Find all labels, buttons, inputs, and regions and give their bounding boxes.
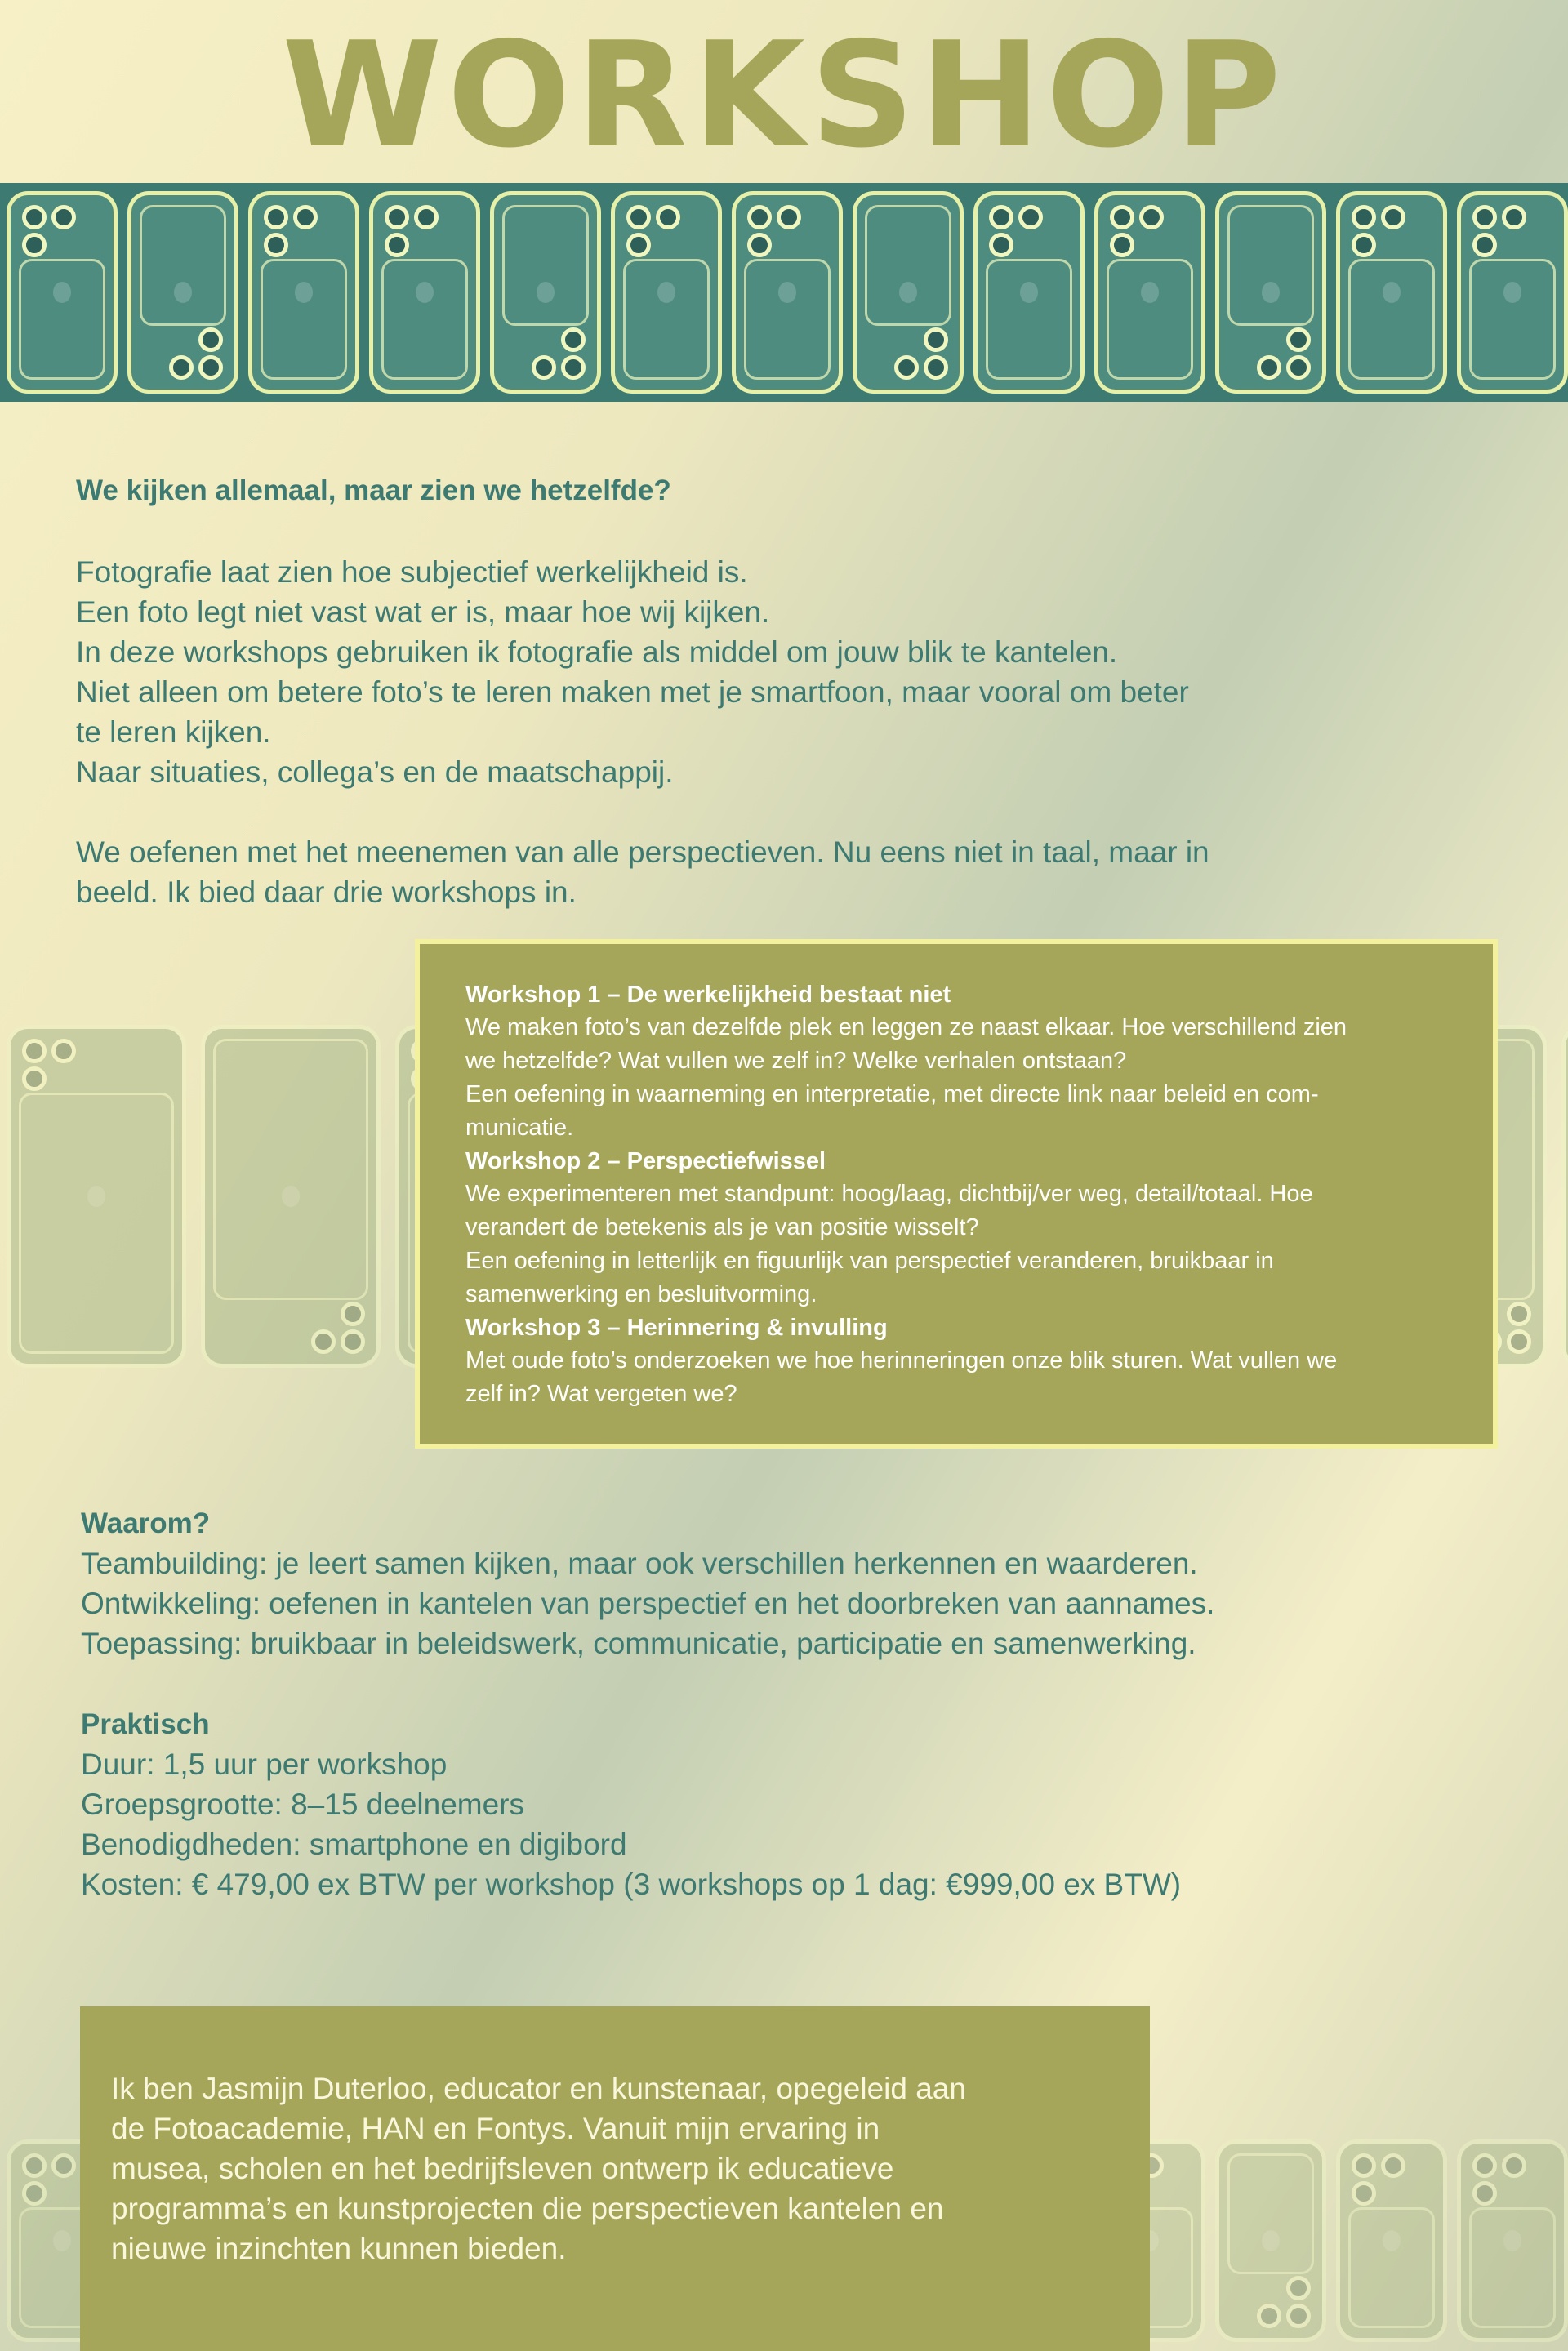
workshop-line: We maken foto’s van dezelfde plek en leggen ze naast elkaar. Hoe verschillend zien	[466, 1014, 1348, 1040]
camera-lens-icon	[1286, 2304, 1311, 2328]
camera-lens-icon	[1502, 205, 1526, 229]
camera-lens-icon	[264, 205, 288, 229]
practical-line: Duur: 1,5 uur per workshop	[81, 1748, 448, 1781]
intro-line: Een foto legt niet vast wat er is, maar hoe wij kijken.	[76, 595, 770, 629]
workshop-3	[466, 1311, 1452, 1411]
camera-lens-icon	[989, 233, 1013, 257]
why-section	[81, 1504, 1469, 1663]
camera-lens-icon	[51, 2153, 76, 2178]
camera-lens-icon	[1110, 233, 1134, 257]
practical-line: Kosten: € 479,00 ex BTW per workshop (3 workshops op 1 dag: €999,00 ex BTW)	[81, 1868, 1182, 1901]
apple-logo-icon	[416, 282, 434, 303]
camera-lens-icon	[532, 355, 556, 380]
intro-paragraph	[76, 552, 1383, 792]
camera-lens-icon	[561, 355, 586, 380]
apple-logo-icon	[1262, 2230, 1280, 2251]
why-line: Toepassing: bruikbaar in beleidswerk, communicatie, participatie en samenwerking.	[81, 1627, 1196, 1660]
phone-icon	[1094, 191, 1205, 394]
apple-logo-icon	[87, 1186, 105, 1207]
camera-lens-icon	[1257, 2304, 1281, 2328]
camera-lens-icon	[1286, 2276, 1311, 2300]
intro-paragraph-2	[76, 832, 1383, 912]
workshop-2	[466, 1145, 1452, 1311]
apple-logo-icon	[53, 282, 71, 303]
camera-lens-icon	[198, 355, 223, 380]
camera-lens-icon	[1472, 2153, 1497, 2178]
phone-icon	[1336, 2139, 1447, 2342]
phone-icon	[732, 191, 843, 394]
intro-line: We oefenen met het meenemen van alle perspectieven. Nu eens niet in taal, maar in	[76, 835, 1209, 869]
phone-icon	[7, 1025, 186, 1368]
camera-lens-icon	[22, 2181, 47, 2206]
phone-icon	[1215, 2139, 1326, 2342]
bio-line: programma’s en kunstprojecten die perspectieven kantelen en	[111, 2192, 944, 2225]
camera-lens-icon	[894, 355, 919, 380]
camera-lens-icon	[1257, 355, 1281, 380]
phone-icon	[127, 191, 238, 394]
bio-box	[80, 2006, 1150, 2351]
camera-lens-icon	[22, 205, 47, 229]
camera-lens-icon	[989, 205, 1013, 229]
camera-lens-icon	[1472, 2181, 1497, 2206]
camera-lens-icon	[1286, 355, 1311, 380]
intro-line: Niet alleen om betere foto’s te leren maken met je smartfoon, maar vooral om beter	[76, 675, 1189, 709]
camera-lens-icon	[1352, 2153, 1376, 2178]
camera-lens-icon	[385, 233, 409, 257]
intro-line: Fotografie laat zien hoe subjectief werkelijkheid is.	[76, 555, 748, 589]
camera-lens-icon	[198, 327, 223, 352]
camera-lens-icon	[1507, 1302, 1531, 1326]
phone-icon	[490, 191, 601, 394]
practical-section	[81, 1705, 1469, 1904]
workshop-line: Een oefening in letterlijk en figuurlijk van perspectief veranderen, bruikbaar in	[466, 1248, 1274, 1274]
apple-logo-icon	[1141, 282, 1159, 303]
apple-logo-icon	[537, 282, 555, 303]
workshop-line: samenwerking en besluitvorming.	[466, 1281, 817, 1307]
intro-question: We kijken allemaal, maar zien we hetzelfde?	[76, 474, 671, 506]
phone-icon	[973, 191, 1085, 394]
camera-lens-icon	[1352, 205, 1376, 229]
camera-lens-icon	[169, 355, 194, 380]
apple-logo-icon	[282, 1186, 300, 1207]
workshop-title: Workshop 3 – Herinnering & invulling	[466, 1315, 888, 1341]
camera-lens-icon	[22, 233, 47, 257]
apple-logo-icon	[295, 282, 313, 303]
phone-icon	[1561, 1025, 1568, 1368]
camera-lens-icon	[264, 233, 288, 257]
apple-logo-icon	[778, 282, 796, 303]
apple-logo-icon	[1262, 282, 1280, 303]
camera-lens-icon	[51, 1039, 76, 1063]
practical-line: Groepsgrootte: 8–15 deelnemers	[81, 1788, 525, 1821]
camera-lens-icon	[561, 327, 586, 352]
phone-icon	[369, 191, 480, 394]
camera-lens-icon	[414, 205, 439, 229]
apple-logo-icon	[1383, 282, 1401, 303]
workshop-line: verandert de betekenis als je van positie wisselt?	[466, 1214, 979, 1240]
phone-icon	[1457, 2139, 1568, 2342]
camera-lens-icon	[341, 1302, 365, 1326]
camera-lens-icon	[626, 233, 651, 257]
workshop-line: We experimenteren met standpunt: hoog/laag, dichtbij/ver weg, detail/totaal. Hoe	[466, 1181, 1313, 1207]
camera-lens-icon	[1472, 205, 1497, 229]
workshops-box	[415, 939, 1498, 1449]
workshop-line: zelf in? Wat vergeten we?	[466, 1381, 737, 1407]
camera-lens-icon	[22, 2153, 47, 2178]
camera-lens-icon	[626, 205, 651, 229]
bio-line: musea, scholen en het bedrijfsleven ontwerp ik educatieve	[111, 2152, 894, 2185]
workshop-title: Workshop 1 – De werkelijkheid bestaat niet	[466, 982, 951, 1008]
practical-heading: Praktisch	[81, 1708, 210, 1740]
phone-icon	[1457, 191, 1568, 394]
workshop-line: we hetzelfde? Wat vullen we zelf in? Welke verhalen ontstaan?	[466, 1048, 1127, 1074]
camera-lens-icon	[747, 205, 772, 229]
camera-lens-icon	[1352, 2181, 1376, 2206]
workshop-1	[466, 978, 1452, 1145]
camera-lens-icon	[1110, 205, 1134, 229]
camera-lens-icon	[341, 1329, 365, 1354]
apple-logo-icon	[1020, 282, 1038, 303]
camera-lens-icon	[1018, 205, 1043, 229]
workshop-line: Met oude foto’s onderzoeken we hoe herinneringen onze blik sturen. Wat vullen we	[466, 1347, 1338, 1374]
camera-lens-icon	[1286, 327, 1311, 352]
camera-lens-icon	[1472, 233, 1497, 257]
camera-lens-icon	[311, 1329, 336, 1354]
phone-icon	[7, 191, 118, 394]
camera-lens-icon	[51, 205, 76, 229]
phone-pattern-banner-top	[0, 183, 1568, 402]
page-title: WORKSHOP	[282, 11, 1286, 180]
practical-line: Benodigdheden: smartphone en digibord	[81, 1828, 627, 1861]
phone-icon	[611, 191, 722, 394]
apple-logo-icon	[1383, 2230, 1401, 2251]
intro-line: Naar situaties, collega’s en de maatschappij.	[76, 755, 674, 789]
phone-icon	[853, 191, 964, 394]
why-heading: Waarom?	[81, 1507, 211, 1539]
camera-lens-icon	[22, 1066, 47, 1091]
camera-lens-icon	[1352, 233, 1376, 257]
apple-logo-icon	[899, 282, 917, 303]
camera-lens-icon	[1502, 2153, 1526, 2178]
bio-line: nieuwe inzinchten kunnen bieden.	[111, 2232, 567, 2265]
camera-lens-icon	[293, 205, 318, 229]
camera-lens-icon	[747, 233, 772, 257]
workshop-line: municatie.	[466, 1115, 574, 1141]
apple-logo-icon	[53, 2230, 71, 2251]
intro-line: In deze workshops gebruiken ik fotografie als middel om jouw blik te kantelen.	[76, 635, 1118, 669]
workshop-line: Een oefening in waarneming en interpretatie, met directe link naar beleid en com-	[466, 1081, 1319, 1107]
bio-line: Ik ben Jasmijn Duterloo, educator en kunstenaar, opegeleid aan	[111, 2072, 966, 2105]
phone-icon	[201, 1025, 381, 1368]
phone-icon	[1336, 191, 1447, 394]
camera-lens-icon	[1381, 2153, 1405, 2178]
camera-lens-icon	[924, 355, 948, 380]
camera-lens-icon	[385, 205, 409, 229]
camera-lens-icon	[924, 327, 948, 352]
camera-lens-icon	[777, 205, 801, 229]
apple-logo-icon	[1503, 282, 1521, 303]
why-line: Teambuilding: je leert samen kijken, maar ook verschillen herkennen en waarderen.	[81, 1547, 1198, 1580]
intro-line: beeld. Ik bied daar drie workshops in.	[76, 875, 577, 909]
apple-logo-icon	[174, 282, 192, 303]
camera-lens-icon	[22, 1039, 47, 1063]
camera-lens-icon	[656, 205, 680, 229]
camera-lens-icon	[1381, 205, 1405, 229]
intro-line: te leren kijken.	[76, 715, 271, 749]
why-line: Ontwikkeling: oefenen in kantelen van perspectief en het doorbreken van aannames.	[81, 1587, 1215, 1620]
phone-icon	[1215, 191, 1326, 394]
apple-logo-icon	[657, 282, 675, 303]
camera-lens-icon	[1139, 205, 1164, 229]
apple-logo-icon	[1503, 2230, 1521, 2251]
workshop-title: Workshop 2 – Perspectiefwissel	[466, 1148, 826, 1174]
bio-line: de Fotoacademie, HAN en Fontys. Vanuit mijn ervaring in	[111, 2112, 880, 2145]
phone-icon	[248, 191, 359, 394]
camera-lens-icon	[1507, 1329, 1531, 1354]
